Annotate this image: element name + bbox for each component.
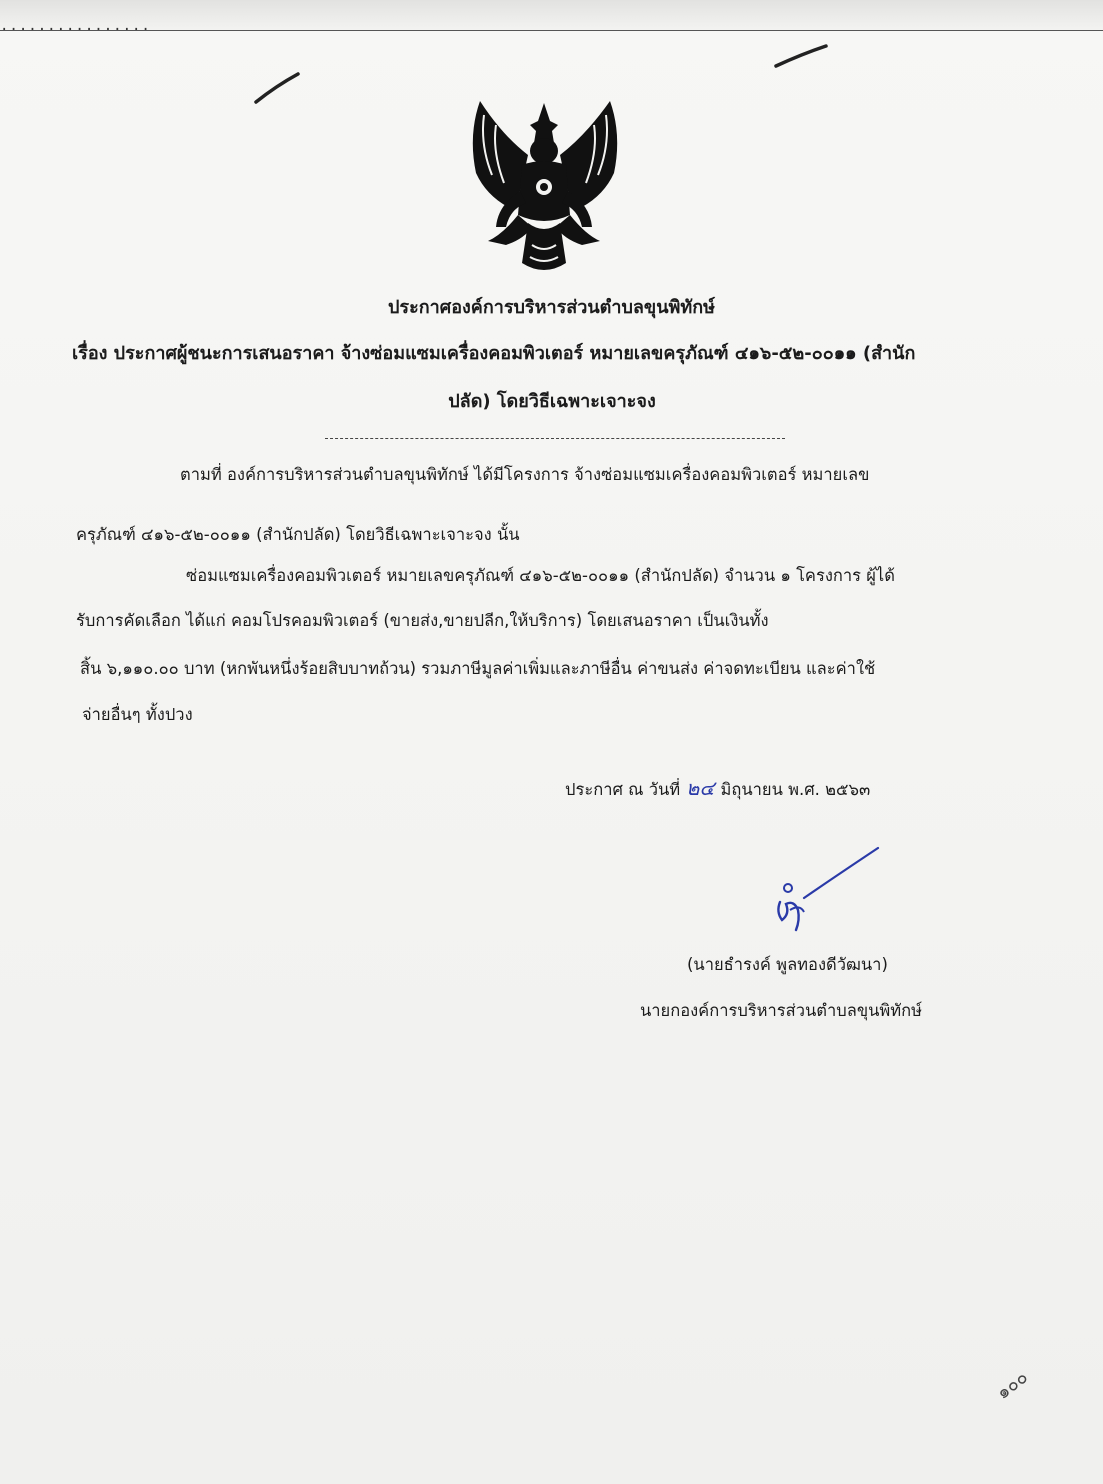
paragraph-1-line-2: ครุภัณฑ์ ๔๑๖-๕๒-๐๐๑๑ (สำนักปลัด) โดยวิธีเฉพาะเจาะจง นั้น bbox=[76, 525, 520, 544]
announcement-title: ประกาศองค์การบริหารส่วนตำบลขุนพิทักษ์ bbox=[388, 297, 715, 318]
subject-line-2: ปลัด) โดยวิธีเฉพาะเจาะจง bbox=[448, 391, 656, 412]
pen-stroke-icon bbox=[772, 40, 832, 72]
divider-rule bbox=[325, 438, 785, 439]
handwritten-page-number: ๑๐๐ bbox=[992, 1366, 1032, 1404]
page-top-edge bbox=[0, 0, 1103, 31]
paragraph-2-line-3: สิ้น ๖,๑๑๐.๐๐ บาท (หกพันหนึ่งร้อยสิบบาทถ้วน) รวมภาษีมูลค่าเพิ่มและภาษีอื่น ค่าขนส่ง ค่าจดทะเบียน และค่าใช้ bbox=[80, 659, 876, 678]
handwritten-signature-icon bbox=[770, 840, 890, 940]
subject-line-1: เรื่อง ประกาศผู้ชนะการเสนอราคา จ้างซ่อมแซมเครื่องคอมพิวเตอร์ หมายเลขครุภัณฑ์ ๔๑๖-๕๒-๐๐๑๑ (สำนัก bbox=[72, 343, 916, 364]
date-prefix: ประกาศ ณ วันที่ bbox=[565, 780, 681, 799]
paragraph-2-line-4: จ่ายอื่นๆ ทั้งปวง bbox=[82, 705, 193, 724]
date-suffix: มิถุนายน พ.ศ. ๒๕๖๓ bbox=[720, 780, 871, 799]
date-day-handwritten: ๒๔ bbox=[686, 776, 715, 800]
paragraph-2-line-2: รับการคัดเลือก ได้แก่ คอมโปรคอมพิวเตอร์ (ขายส่ง,ขายปลีก,ให้บริการ) โดยเสนอราคา เป็นเงินทั้ง bbox=[76, 611, 769, 630]
garuda-emblem-icon bbox=[462, 95, 627, 280]
pen-stroke-icon bbox=[252, 70, 302, 106]
paragraph-1-line-1: ตามที่ องค์การบริหารส่วนตำบลขุนพิทักษ์ ได้มีโครงการ จ้างซ่อมแซมเครื่องคอมพิวเตอร์ หมายเลข bbox=[180, 465, 870, 484]
signer-name: (นายธำรงค์ พูลทองดีวัฒนา) bbox=[687, 955, 888, 974]
paragraph-2-line-1: ซ่อมแซมเครื่องคอมพิวเตอร์ หมายเลขครุภัณฑ์ ๔๑๖-๕๒-๐๐๑๑ (สำนักปลัด) จำนวน ๑ โครงการ ผู้ได้ bbox=[186, 566, 895, 585]
announcement-subject bbox=[72, 330, 1032, 426]
top-dotted-line: ................ bbox=[0, 18, 151, 34]
announcement-date bbox=[565, 772, 870, 804]
signer-position: นายกองค์การบริหารส่วนตำบลขุนพิทักษ์ bbox=[640, 1001, 923, 1020]
